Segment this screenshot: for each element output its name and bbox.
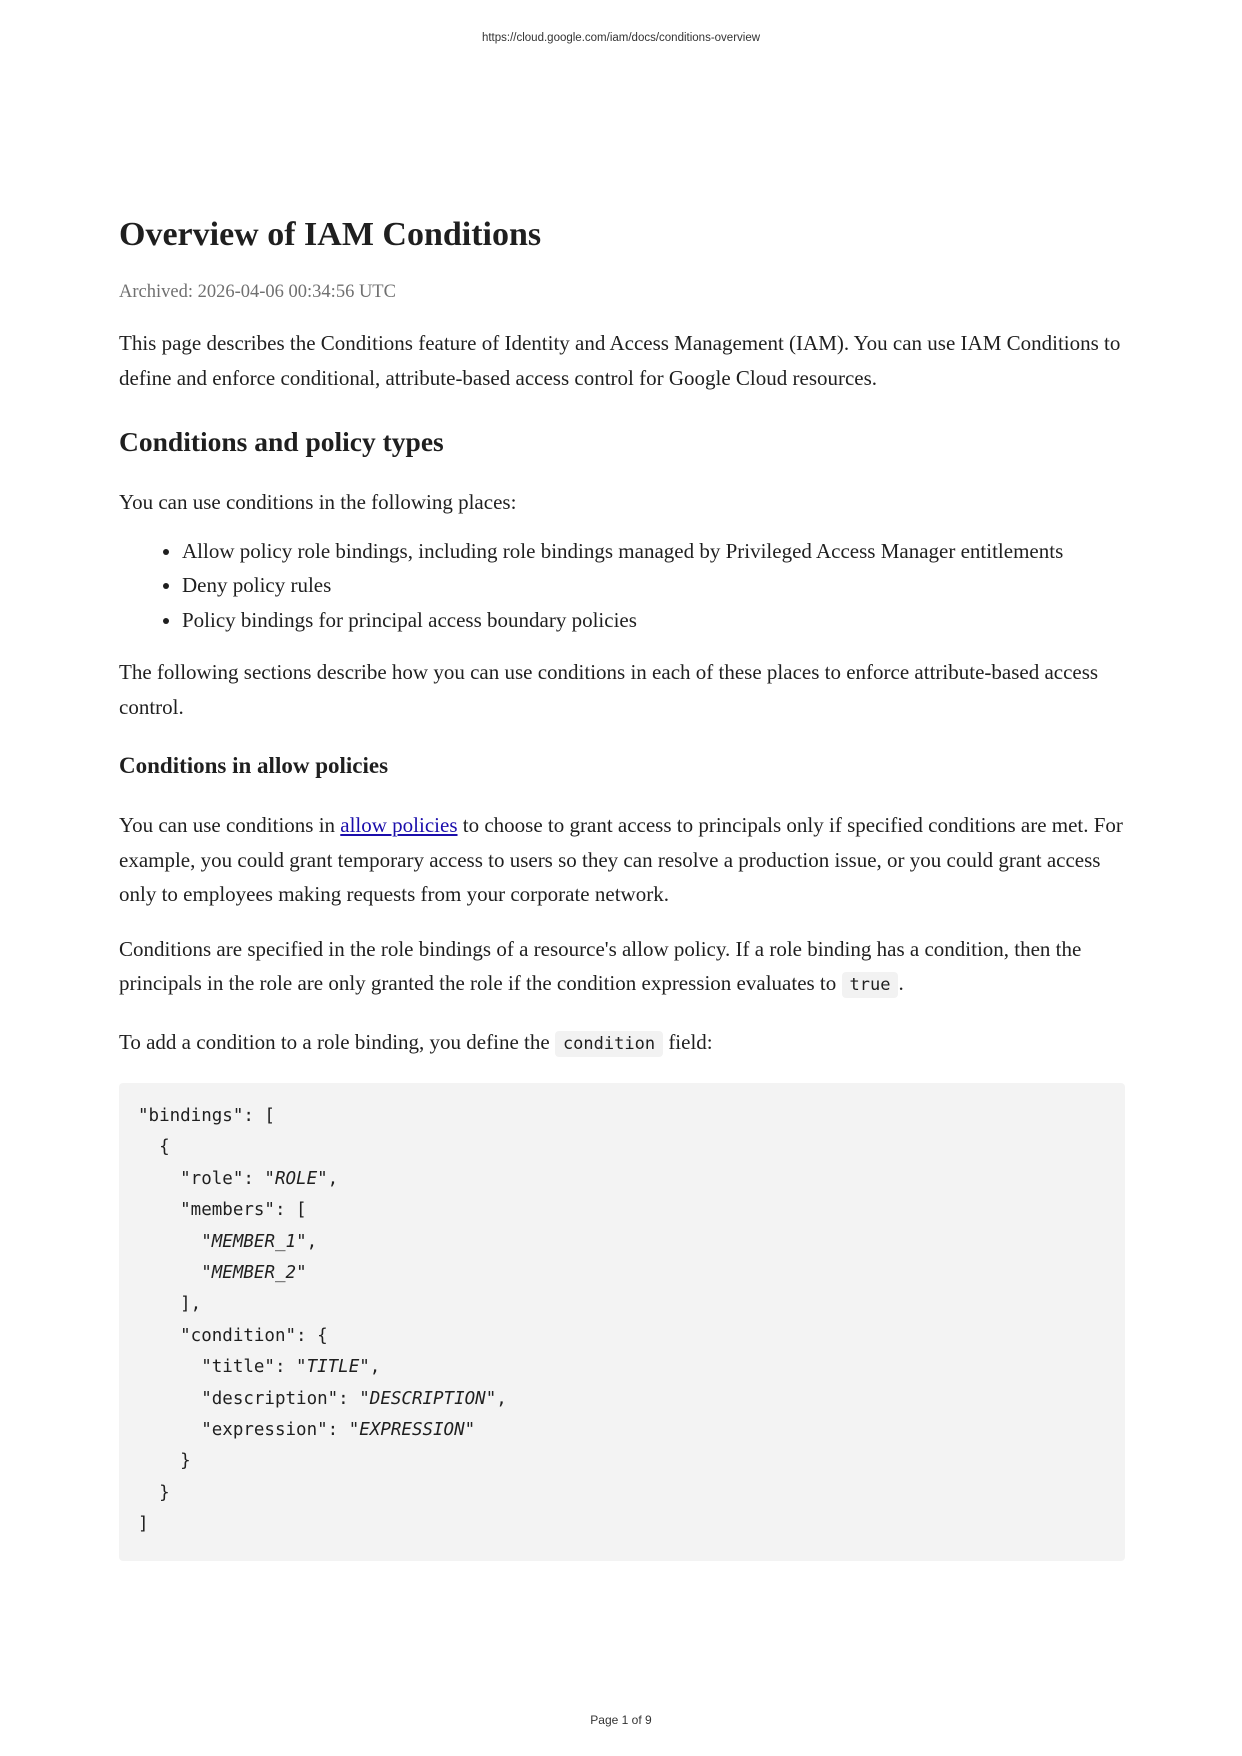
text-span: field: xyxy=(663,1029,713,1054)
code-line: "members": [ xyxy=(138,1200,307,1221)
code-line: ", xyxy=(296,1231,318,1252)
page-number-footer: Page 1 of 9 xyxy=(590,1713,652,1727)
code-placeholder: ROLE xyxy=(274,1168,318,1189)
section-heading-policy-types: Conditions and policy types xyxy=(119,426,444,457)
text-span: to choose to grant access to principals only if specified conditions are met. For example, you could grant temporary access to users so they can resolve a production issue, or you could grant access only to employees making requests from your corporate network. xyxy=(119,813,1123,906)
code-placeholder: MEMBER_2 xyxy=(211,1263,297,1284)
code-line: { xyxy=(138,1137,170,1158)
code-line: "title": " xyxy=(138,1357,307,1378)
code-line: " xyxy=(138,1263,212,1284)
page-title: Overview of IAM Conditions xyxy=(119,216,542,253)
code-line: "description": " xyxy=(138,1388,370,1409)
list-item: • Policy bindings for principal access boundary policies xyxy=(182,603,1125,638)
code-line: " xyxy=(296,1263,307,1284)
article-content xyxy=(119,212,1125,1561)
places-intro-paragraph: You can use conditions in the following places: xyxy=(119,490,517,514)
code-line: " xyxy=(464,1420,476,1441)
archived-timestamp: Archived: 2026-04-06 00:34:56 UTC xyxy=(119,282,396,302)
allow-policies-paragraph xyxy=(119,808,1125,912)
allow-policies-link[interactable]: allow policies xyxy=(340,813,458,837)
bindings-code-block xyxy=(119,1083,1125,1561)
list-item: • Deny policy rules xyxy=(182,568,1125,603)
code-placeholder: EXPRESSION xyxy=(359,1420,465,1441)
inline-code-condition: condition xyxy=(555,1031,663,1057)
code-line: ", xyxy=(317,1168,339,1189)
code-line: } xyxy=(138,1451,191,1472)
code-line: "condition": { xyxy=(138,1325,328,1346)
places-list xyxy=(119,534,1125,638)
code-line: ", xyxy=(359,1357,381,1378)
code-line: "role": " xyxy=(138,1168,275,1189)
list-item: • Allow policy role bindings, including role bindings managed by Privileged Access Manager entitlements xyxy=(182,534,1125,569)
text-span: Conditions are specified in the role bindings of a resource's allow policy. If a role binding has a condition, then the principals in the role are only granted the role if the condition expression evaluates to xyxy=(119,936,1082,995)
code-line: "bindings": [ xyxy=(138,1106,275,1126)
code-line: " xyxy=(138,1231,212,1252)
inline-code-true: true xyxy=(842,972,899,998)
subsection-heading-allow-policies: Conditions in allow policies xyxy=(119,753,389,778)
text-span: . xyxy=(898,971,904,995)
intro-paragraph: This page describes the Conditions feature of Identity and Access Management (IAM). You can use IAM Conditions to define and enforce conditional, attribute-based access control for Google Cloud resources. xyxy=(119,331,1121,390)
add-condition-paragraph xyxy=(119,1025,1125,1062)
role-bindings-paragraph xyxy=(119,932,1125,1003)
code-placeholder: DESCRIPTION xyxy=(369,1388,486,1409)
text-span: To add a condition to a role binding, you define the xyxy=(119,1029,555,1054)
page-url-header: https://cloud.google.com/iam/docs/conditions-overview xyxy=(481,32,761,44)
code-line: } xyxy=(138,1482,170,1503)
text-span: You can use conditions in xyxy=(119,813,341,837)
code-line: "expression": " xyxy=(138,1420,360,1441)
code-line: ", xyxy=(485,1388,507,1409)
code-placeholder: TITLE xyxy=(306,1357,360,1378)
code-line: ], xyxy=(138,1294,202,1315)
code-line: ] xyxy=(138,1514,149,1535)
code-placeholder: MEMBER_1 xyxy=(211,1231,297,1252)
following-sections-paragraph: The following sections describe how you can use conditions in each of these places to enforce attribute-based access control. xyxy=(119,660,1099,719)
